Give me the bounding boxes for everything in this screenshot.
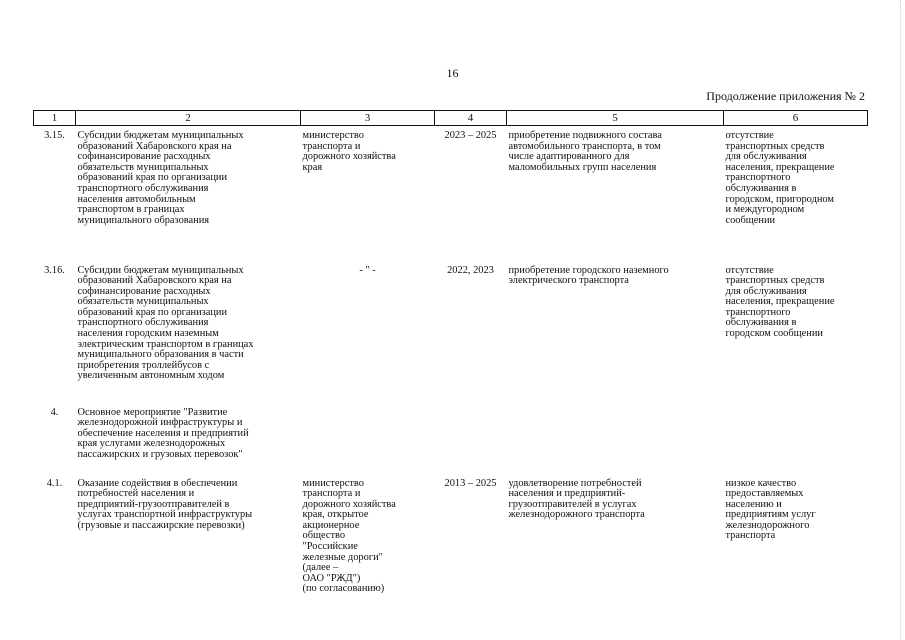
table-row bbox=[34, 126, 868, 266]
table-header-row bbox=[34, 111, 868, 126]
measure-name: Субсидии бюджетам муниципальных образований Хабаровского края на софинансирование расходных обязательств муниципальных образований края по организации транспортного обслуживания населения автомобильным транспортом в границах муниципального образования bbox=[77, 130, 244, 226]
table-row bbox=[34, 408, 868, 479]
consequence: отсутствие транспортных средств для обслуживания населения, прекращение транспортного обслуживания в городском, пригородном и междугородном сообщении bbox=[725, 130, 835, 226]
consequence: низкое качество предоставляемых населению и предприятиям услуг железнодорожного транспорта bbox=[725, 477, 816, 542]
period: 2023 – 2025 bbox=[444, 130, 497, 141]
expected-result: приобретение подвижного состава автомобильного транспорта, в том числе адаптированного для маломобильных групп населения bbox=[508, 130, 662, 173]
page-number: 16 bbox=[446, 66, 459, 80]
scan-edge-line bbox=[899, 0, 901, 640]
period: 2013 – 2025 bbox=[444, 477, 497, 489]
consequence: отсутствие транспортных средств для обслуживания населения, прекращение транспортного обслуживания в городском сообщении bbox=[725, 264, 835, 340]
measure-name: Оказание содействия в обеспечении потребностей населения и предприятий-грузоотправителей в услугах транспортной инфраструктуры (грузовые и пассажирские перевозки) bbox=[77, 477, 253, 531]
column-header-2: 2 bbox=[76, 111, 301, 126]
expected-result bbox=[507, 408, 724, 479]
column-header-3: 3 bbox=[301, 111, 435, 126]
executor: министерство транспорта и дорожного хозяйства края, открытое акционерное общество "Российские железные дороги" (далее – ОАО "РЖД") (по согласованию) bbox=[302, 477, 396, 595]
row-number: 3.16. bbox=[44, 264, 65, 276]
column-header-4: 4 bbox=[435, 111, 507, 126]
executor: министерство транспорта и дорожного хозяйства края bbox=[302, 130, 396, 173]
executor bbox=[301, 408, 435, 479]
expected-result: удовлетворение потребностей населения и предприятий- грузоотправителей в услугах железнодорожного транспорта bbox=[508, 477, 645, 521]
table-row bbox=[34, 266, 868, 408]
row-number: 4.1. bbox=[46, 477, 63, 489]
column-header-6: 6 bbox=[724, 111, 868, 126]
measure-name: Основное мероприятие "Развитие железнодорожной инфраструктуры и обеспечение населения и предприятий края услугами железнодорожных пассажирских и грузовых перевозок" bbox=[77, 406, 249, 460]
consequence bbox=[724, 408, 868, 479]
column-header-5: 5 bbox=[507, 111, 724, 126]
period bbox=[435, 408, 507, 479]
row-number: 3.15. bbox=[44, 130, 65, 141]
table-row bbox=[34, 479, 868, 596]
continuation-caption: Продолжение приложения № 2 bbox=[706, 89, 865, 103]
period: 2022, 2023 bbox=[447, 264, 494, 276]
program-table bbox=[33, 110, 868, 595]
column-header-1: 1 bbox=[34, 111, 76, 126]
expected-result: приобретение городского наземного электрического транспорта bbox=[508, 264, 669, 287]
executor: - " - bbox=[359, 264, 376, 276]
measure-name: Субсидии бюджетам муниципальных образований Хабаровского края на софинансирование расходных обязательств муниципальных образований края по организации транспортного обслуживания населения городским наземным электрическим транспортом в границах муниципального образования в части приобретения троллейбусов с увеличенным автономным ходом bbox=[77, 264, 254, 382]
row-number: 4. bbox=[50, 406, 59, 418]
